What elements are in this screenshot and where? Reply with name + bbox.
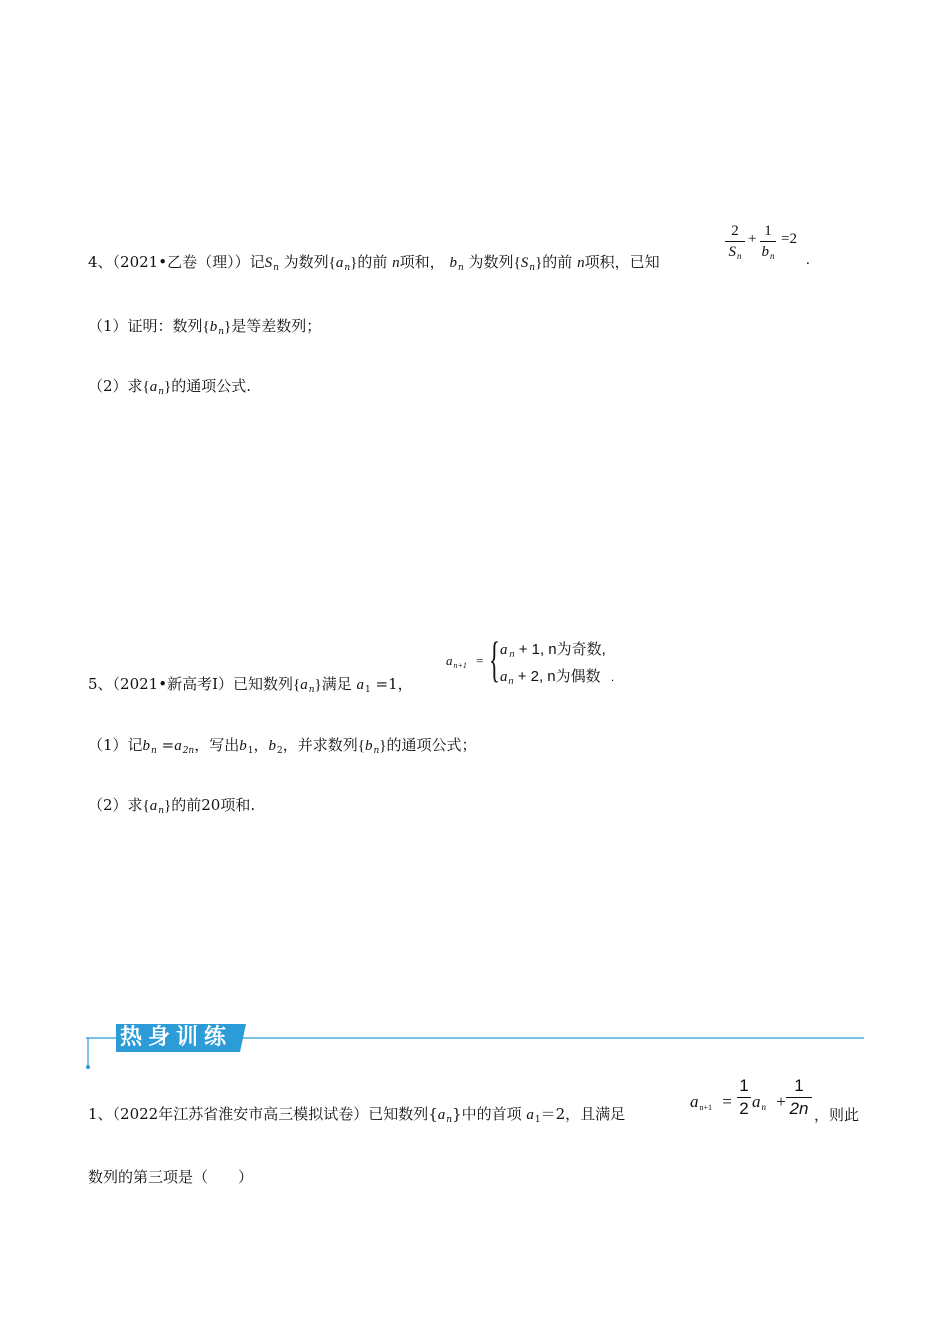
q5-statement: 5、（2021•新高考Ⅰ）已知数列$\{a_n\}$满足 $a_1 =1$， [88, 675, 413, 695]
q5-case-odd: a $_n$ + 1, n为奇数, [500, 641, 606, 659]
q4-fraction-1: 2 $S_n$ [725, 222, 745, 262]
w1-fraction-1-over-2n: 1 2n [786, 1076, 812, 1119]
w1-fraction-half: 1 2 [737, 1076, 751, 1119]
q4-part2: （2）求$\{a_n\}$的通项公式. [88, 377, 252, 397]
w1-formula-lhs: an+1 = [690, 1092, 732, 1112]
q5-case-even: $a_n + 2$, n为偶数 . [500, 668, 615, 686]
w1-tail: ，则此 [814, 1106, 860, 1124]
q4-equals-2: =2 [781, 231, 797, 247]
q4-fraction-2: 1 $b_n$ [761, 223, 775, 261]
q5-piecewise-lhs: $a_{n+1}$ = [446, 653, 484, 670]
q4-prefix: 4、（2021•乙卷（理））记 [88, 253, 265, 271]
q5-part1: （1）记$b_n =a_{2n}$，写出$b_1$，$b_2$，并求数列$\{b_n\}$的通项公式； [88, 736, 477, 756]
q4-period: . [806, 252, 810, 268]
q4-S: S [264, 255, 273, 271]
w1-statement: 1、（2022年江苏省淮安市高三模拟试卷）已知数列$\{a_n\}$中的首项 $a_1=2$，且满足 [88, 1105, 626, 1125]
q5-part2: （2）求$\{a_n\}$的前20项和. [88, 796, 256, 816]
section-header [86, 1018, 864, 1070]
w1-a-n: an + [752, 1092, 786, 1112]
q4-part1: （1）证明：数列$\{b_n\}$是等差数列； [88, 317, 322, 337]
q5-piecewise-brace: { [489, 631, 500, 687]
q4-statement: 4、（2021•乙卷（理））记$S_n$ 为数列$\{a_n\}$的前 n项和， $b_n$ 为数列$\{S_n\}$的前 n项积，已知 [88, 253, 660, 273]
w1-line2: 数列的第三项是（ ） [88, 1168, 254, 1186]
section-title: 热身训练 [120, 1025, 233, 1050]
q4-plus: + [748, 231, 757, 247]
